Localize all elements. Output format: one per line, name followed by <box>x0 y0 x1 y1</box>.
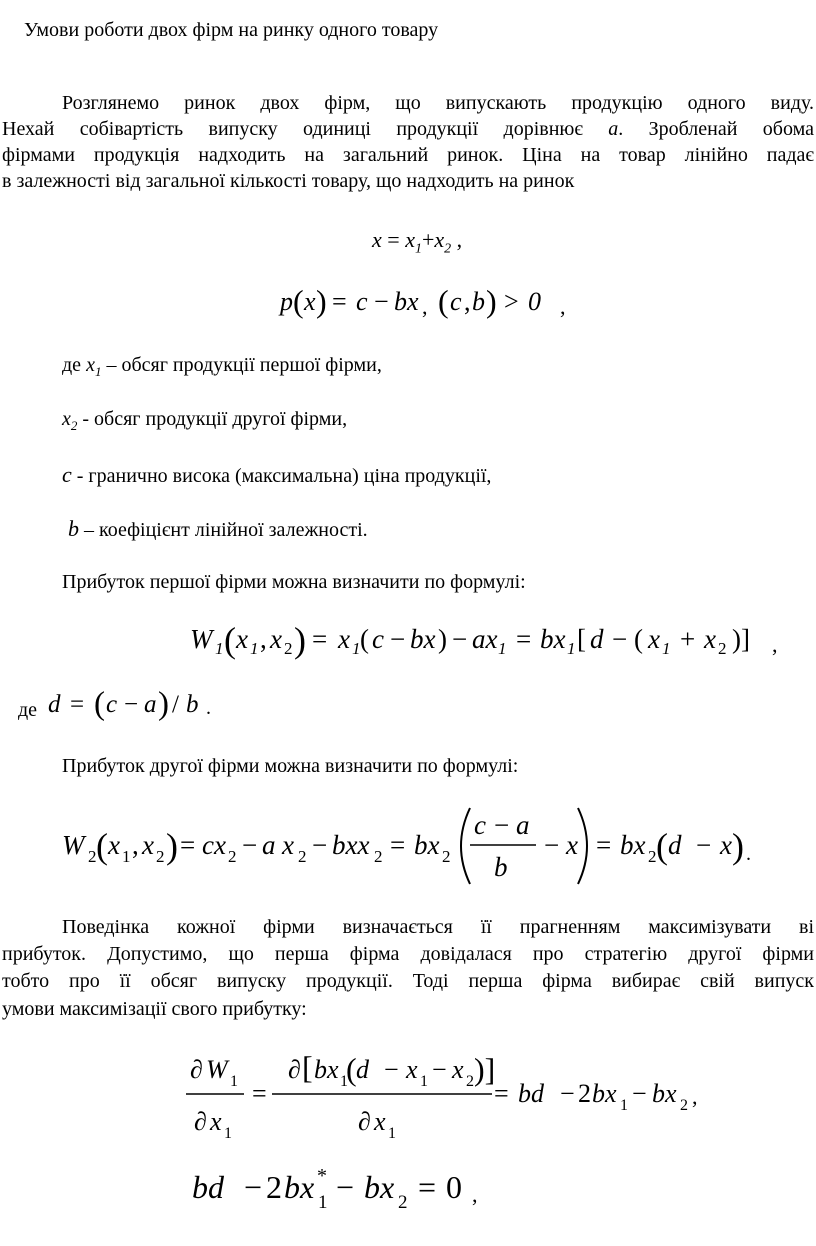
paragraph-1-line-2: Нехай собівартість випуску одиниці продукції дорівнює a. Зробленай обома <box>2 118 814 140</box>
svg-text:): ) <box>316 283 327 319</box>
svg-text:bx: bx <box>620 830 646 860</box>
svg-text:−: − <box>560 1079 575 1108</box>
svg-text:−: − <box>494 810 510 840</box>
svg-text:,: , <box>560 294 566 319</box>
svg-text:>: > <box>504 287 519 316</box>
svg-text:bxx: bxx <box>332 830 370 860</box>
svg-text:2: 2 <box>266 1169 282 1205</box>
svg-text:1: 1 <box>567 639 576 658</box>
svg-text:0: 0 <box>446 1169 462 1205</box>
svg-text:−: − <box>244 1169 263 1205</box>
svg-text:bx: bx <box>284 1169 315 1205</box>
svg-text:−: − <box>374 287 389 316</box>
svg-text:(: ( <box>346 1051 357 1087</box>
svg-text:x: x <box>648 624 660 654</box>
svg-text:∂: ∂ <box>358 1107 371 1136</box>
svg-text:=: = <box>312 624 328 654</box>
svg-text:W: W <box>206 1055 228 1084</box>
svg-text:1: 1 <box>224 1125 232 1142</box>
svg-text:=: = <box>180 830 196 860</box>
svg-text:−: − <box>432 1055 447 1084</box>
svg-text:x: x <box>406 1055 418 1084</box>
svg-text:(: ( <box>96 826 108 866</box>
svg-text:−: − <box>242 830 258 860</box>
svg-text:c: c <box>474 810 486 840</box>
paragraph-2-line-4: умови максимізації свого прибутку: <box>2 998 307 1020</box>
svg-text:−: − <box>336 1169 355 1205</box>
svg-text:)]: )] <box>732 624 750 654</box>
svg-text:1: 1 <box>388 1125 396 1142</box>
svg-text:−: − <box>390 624 406 654</box>
svg-text:=: = <box>390 830 406 860</box>
svg-text:x: x <box>108 830 120 860</box>
svg-text:a: a <box>516 810 530 840</box>
svg-text:bx: bx <box>410 624 436 654</box>
definition-b: b – коефіцієнт лінійної залежності. <box>68 516 368 541</box>
svg-text:.: . <box>206 697 211 719</box>
svg-text:W: W <box>62 830 85 860</box>
svg-text:x: x <box>304 287 316 316</box>
svg-text:): ) <box>166 826 178 866</box>
svg-text:=: = <box>418 1169 437 1205</box>
definition-c: c - гранично висока (максимальна) ціна продукції, <box>62 462 492 487</box>
equation-optimum-condition <box>180 1156 500 1216</box>
definition-x1: де $x_1$ – обсяг продукції першої фірми, <box>62 354 382 379</box>
equation-total-quantity: $x = x_1+x_2$ , <box>372 227 463 257</box>
svg-text:=: = <box>70 691 85 718</box>
svg-text:2: 2 <box>284 639 293 658</box>
svg-text:): ) <box>294 620 306 660</box>
svg-text:bd: bd <box>518 1079 544 1108</box>
svg-text:[: [ <box>577 624 586 654</box>
svg-text:1: 1 <box>122 847 131 866</box>
svg-text:1: 1 <box>498 639 507 658</box>
svg-text:a: a <box>144 691 157 718</box>
svg-text:+: + <box>680 624 696 654</box>
svg-text:[: [ <box>302 1049 313 1085</box>
svg-text:bx: bx <box>592 1079 617 1108</box>
svg-text:b: b <box>494 852 508 882</box>
svg-text:c: c <box>106 691 118 718</box>
svg-text:): ) <box>486 283 497 319</box>
svg-text:bd: bd <box>192 1169 224 1205</box>
svg-text:cx: cx <box>202 830 226 860</box>
paragraph-2-line-3: тобто про її обсяг випуску продукції. Тоді перша фірма вибирає свій випуск <box>2 970 814 992</box>
svg-text:−: − <box>696 830 712 860</box>
svg-text:2: 2 <box>88 847 97 866</box>
svg-text:x: x <box>210 1107 222 1136</box>
svg-text:2: 2 <box>578 1079 591 1108</box>
svg-text:−: − <box>124 691 139 718</box>
svg-text:bx: bx <box>652 1079 677 1108</box>
svg-text:1: 1 <box>250 639 259 658</box>
svg-text:=: = <box>494 1079 509 1108</box>
svg-text:2: 2 <box>374 847 383 866</box>
svg-text:−: − <box>452 624 468 654</box>
svg-text:(: ( <box>634 624 643 654</box>
paragraph-1-line-4: в залежності від загальної кількості товару, що надходить на ринок <box>2 170 575 192</box>
svg-text:d: d <box>590 624 604 654</box>
svg-text:/: / <box>172 691 179 718</box>
svg-text:1: 1 <box>340 1073 348 1090</box>
definition-x2: $x_2$ - обсяг продукції другої фірми, <box>62 408 348 433</box>
svg-text:1: 1 <box>420 1073 428 1090</box>
svg-text:2: 2 <box>718 639 727 658</box>
svg-text:−: − <box>544 830 560 860</box>
svg-text:x: x <box>270 624 282 654</box>
svg-text:=: = <box>516 624 532 654</box>
svg-text:W: W <box>190 624 213 654</box>
svg-text:2: 2 <box>228 847 237 866</box>
profit-first-intro: Прибуток першої фірми можна визначити по формулі: <box>62 571 526 593</box>
svg-text:=: = <box>252 1079 267 1108</box>
svg-text:0: 0 <box>528 287 541 316</box>
svg-text:ax: ax <box>472 624 498 654</box>
svg-text:(: ( <box>438 283 449 319</box>
svg-text:x: x <box>704 624 716 654</box>
equation-profit-second <box>56 800 776 892</box>
svg-text:2: 2 <box>298 847 307 866</box>
svg-text:): ) <box>158 686 169 722</box>
svg-text:1: 1 <box>230 1073 238 1090</box>
svg-text:(: ( <box>360 624 369 654</box>
svg-text:−: − <box>632 1079 647 1108</box>
equation-price-function <box>270 280 580 326</box>
svg-text:b: b <box>472 287 485 316</box>
svg-text:(: ( <box>656 826 668 866</box>
svg-text:,: , <box>132 830 139 860</box>
svg-text:x: x <box>282 830 294 860</box>
svg-text:x: x <box>720 830 732 860</box>
svg-text:2: 2 <box>442 847 451 866</box>
svg-text:bx: bx <box>364 1169 395 1205</box>
svg-text:1: 1 <box>352 639 361 658</box>
svg-text:−: − <box>312 830 328 860</box>
svg-text:bx: bx <box>314 1055 339 1084</box>
svg-text:,: , <box>464 287 471 316</box>
svg-text:x: x <box>452 1055 464 1084</box>
svg-text:d: d <box>668 830 682 860</box>
svg-text:*: * <box>317 1165 327 1187</box>
svg-text:2: 2 <box>680 1097 688 1114</box>
svg-text:c: c <box>450 287 462 316</box>
svg-text:x: x <box>374 1107 386 1136</box>
svg-text:)]: )] <box>474 1051 496 1087</box>
svg-text:,: , <box>692 1084 698 1109</box>
svg-text:−: − <box>612 624 628 654</box>
svg-text:c: c <box>372 624 384 654</box>
svg-text:,: , <box>260 624 267 654</box>
svg-text:x: x <box>236 624 248 654</box>
paragraph-1-line-1: Розглянемо ринок двох фірм, що випускають продукцію одного виду. <box>62 92 814 114</box>
svg-text:d: d <box>48 691 61 718</box>
svg-text:,: , <box>772 632 778 657</box>
svg-text:x: x <box>142 830 154 860</box>
svg-text:∂: ∂ <box>288 1055 301 1084</box>
svg-text:bx: bx <box>414 830 440 860</box>
svg-text:d: d <box>356 1055 369 1084</box>
svg-text:∂: ∂ <box>194 1107 207 1136</box>
svg-text:(: ( <box>224 620 236 660</box>
paragraph-2-line-1: Поведінка кожної фірми визначається її прагненням максимізувати ві <box>62 916 814 938</box>
svg-text:bx: bx <box>394 287 419 316</box>
paragraph-1-line-3: фірмами продукція надходить на загальний ринок. Ціна на товар лінійно падає <box>2 144 814 166</box>
svg-text:=: = <box>332 287 347 316</box>
svg-text:x: x <box>566 830 578 860</box>
svg-text:1: 1 <box>620 1097 628 1114</box>
svg-text:∂: ∂ <box>190 1055 203 1084</box>
svg-text:1: 1 <box>318 1192 328 1213</box>
svg-text:,: , <box>472 1182 478 1207</box>
page-title: Умови роботи двох фірм на ринку одного товару <box>24 19 439 41</box>
svg-text:2: 2 <box>156 847 165 866</box>
svg-text:=: = <box>596 830 612 860</box>
equation-d-definition <box>40 680 240 726</box>
svg-text:2: 2 <box>648 847 657 866</box>
svg-text:p: p <box>280 287 293 316</box>
svg-text:bx: bx <box>540 624 566 654</box>
svg-text:(: ( <box>94 686 105 722</box>
svg-text:(: ( <box>293 283 304 319</box>
svg-text:c: c <box>356 287 368 316</box>
svg-text:): ) <box>438 624 447 654</box>
svg-text:2: 2 <box>466 1073 474 1090</box>
svg-text:,: , <box>422 294 428 319</box>
svg-text:a: a <box>262 830 276 860</box>
svg-text:1: 1 <box>215 639 224 658</box>
paragraph-2-line-2: прибуток. Допустимо, що перша фірма довідалася про стратегію другої фірми <box>2 943 814 965</box>
svg-text:.: . <box>746 843 751 865</box>
svg-text:x: x <box>338 624 350 654</box>
profit-second-intro: Прибуток другої фірми можна визначити по формулі: <box>62 755 519 777</box>
svg-text:2: 2 <box>398 1192 408 1213</box>
svg-text:): ) <box>732 826 744 866</box>
svg-text:b: b <box>186 691 199 718</box>
equation-d-prefix: де <box>18 699 38 721</box>
equation-partial-derivative <box>180 1034 740 1144</box>
svg-text:1: 1 <box>662 639 671 658</box>
svg-text:−: − <box>384 1055 399 1084</box>
equation-profit-first <box>180 614 810 668</box>
